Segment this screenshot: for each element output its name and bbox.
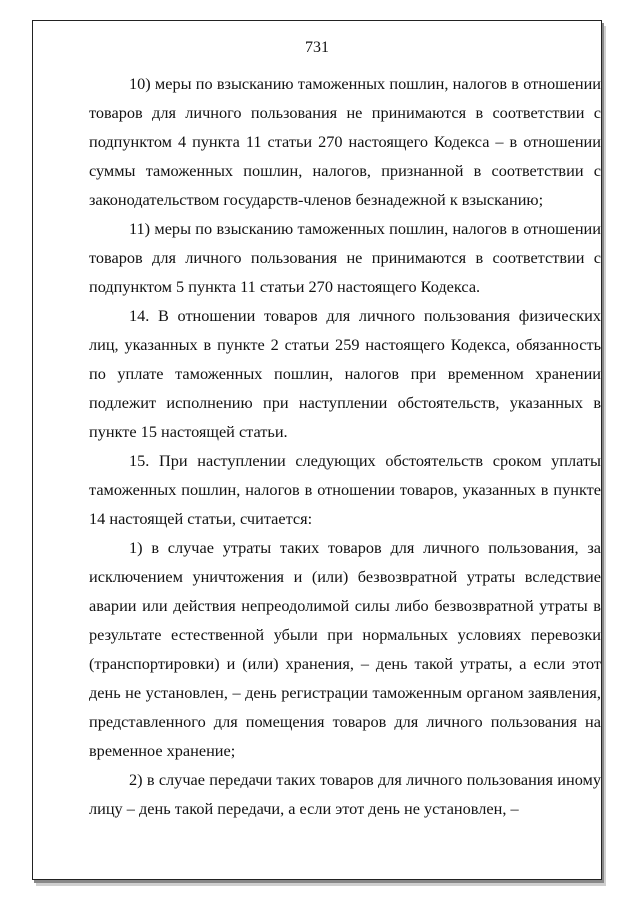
paragraph-item-11: 11) меры по взысканию таможенных пошлин, налогов в отношении товаров для личного пользования не принимаются в соответствии с подпунктом 5 пункта 11 статьи 270 настоящего Кодекса. [89,219,601,296]
paragraph-subitem-1: 1) в случае утраты таких товаров для личного пользования, за исключением уничтожения и (или) безвозвратной утраты вследствие аварии или действия непреодолимой силы либо безвозвратной утраты в результате естественной убыли при нормальных условиях перевозки (транспортировки) и (или) хранения, – день такой утраты, а если этот день не установлен, – день регистрации таможенным органом заявления, представленного для помещения товаров для личного пользования на временное хранение; [89,538,601,760]
paragraph-item-10: 10) меры по взысканию таможенных пошлин, налогов в отношении товаров для личного пользования не принимаются в соответствии с подпунктом 4 пункта 11 статьи 270 настоящего Кодекса – в отношении суммы таможенных пошлин, налогов, признанной в соответствии с законодательством государств-членов безнадежной к взысканию; [89,74,601,209]
document-body [89,69,601,823]
paragraph-clause-14: 14. В отношении товаров для личного пользования физических лиц, указанных в пункте 2 статьи 259 настоящего Кодекса, обязанность по уплате таможенных пошлин, налогов при временном хранении подлежит исполнению при наступлении обстоятельств, указанных в пункте 15 настоящей статьи. [89,306,601,441]
document-page [32,20,602,880]
page-number: 731 [305,39,329,56]
paragraph-subitem-2: 2) в случае передачи таких товаров для личного пользования иному лицу – день такой передачи, а если этот день не установлен, – [89,770,601,818]
paragraph-clause-15: 15. При наступлении следующих обстоятельств сроком уплаты таможенных пошлин, налогов в отношении товаров, указанных в пункте 14 настоящей статьи, считается: [89,451,601,528]
